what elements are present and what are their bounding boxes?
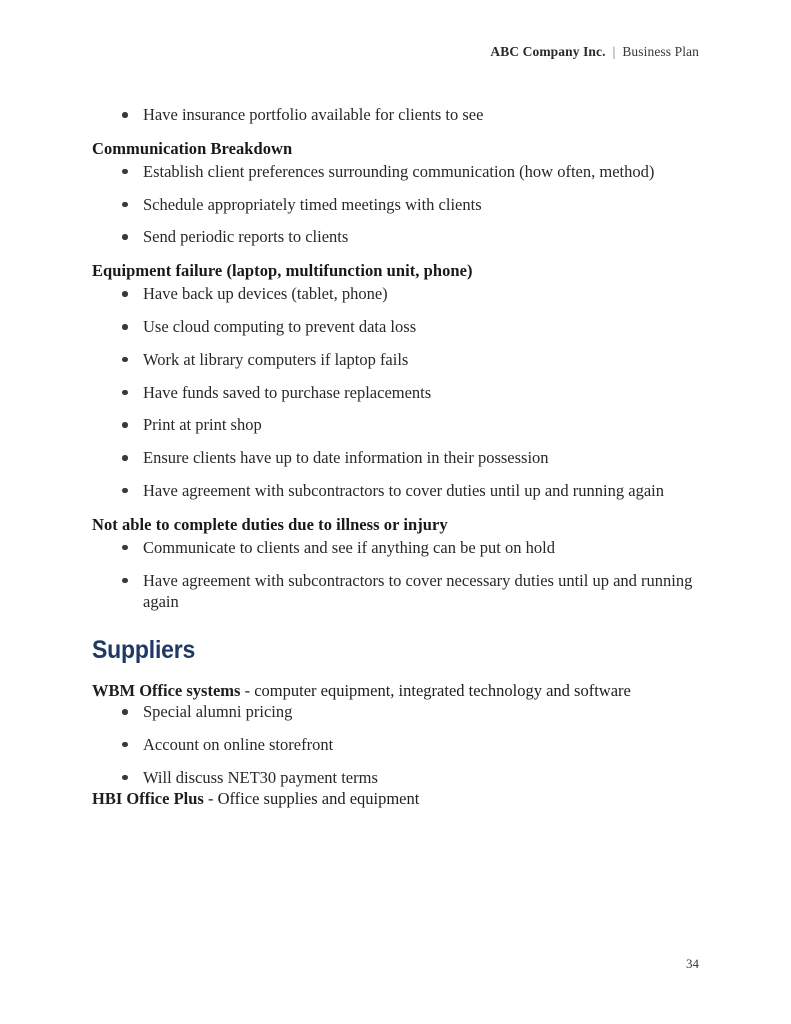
list-item: Ensure clients have up to date information in their possession (92, 447, 700, 469)
list-item: Use cloud computing to prevent data loss (92, 316, 700, 338)
subsection-heading-illness-or-injury: Not able to complete duties due to illness or injury (92, 514, 448, 534)
list-item: Have funds saved to purchase replacements (92, 382, 700, 404)
list-item: Have agreement with subcontractors to cover duties until up and running again (92, 480, 700, 502)
supplier-entry-hbi (92, 789, 700, 810)
list-item: Have back up devices (tablet, phone) (92, 283, 700, 305)
header-document-title: Business Plan (622, 44, 699, 59)
running-header (490, 44, 699, 60)
list-item: Print at print shop (92, 414, 700, 436)
list-item: Schedule appropriately timed meetings with clients (92, 194, 700, 216)
header-separator: | (612, 44, 616, 59)
subsection-heading-communication-breakdown: Communication Breakdown (92, 138, 293, 158)
list-item: Special alumni pricing (92, 701, 700, 723)
subsection-heading-equipment-failure: Equipment failure (laptop, multifunction unit, phone) (92, 261, 473, 281)
bullet-list-wbm-office-systems (92, 701, 700, 788)
intro-bullet-list (92, 104, 700, 126)
list-item: Have insurance portfolio available for clients to see (92, 104, 700, 126)
bullet-list-equipment-failure (92, 283, 700, 501)
supplier-name: WBM Office systems (92, 680, 241, 700)
bullet-list-communication-breakdown (92, 161, 700, 248)
supplier-entry-wbm (92, 681, 700, 702)
supplier-name: HBI Office Plus (92, 788, 204, 808)
list-item: Have agreement with subcontractors to cover necessary duties until up and running again (92, 570, 700, 614)
list-item: Establish client preferences surrounding communication (how often, method) (92, 161, 700, 183)
list-item: Account on online storefront (92, 734, 700, 756)
section-heading-suppliers: Suppliers (92, 636, 196, 665)
list-item: Communicate to clients and see if anything can be put on hold (92, 537, 700, 559)
supplier-description: - Office supplies and equipment (203, 788, 420, 808)
list-item: Send periodic reports to clients (92, 226, 700, 248)
page-number: 34 (686, 956, 699, 971)
bullet-list-illness-or-injury (92, 537, 700, 613)
supplier-description: - computer equipment, integrated technology and software (240, 680, 631, 700)
list-item: Will discuss NET30 payment terms (92, 767, 700, 789)
page-content (92, 104, 700, 809)
header-company-name: ABC Company Inc. (490, 44, 606, 59)
list-item: Work at library computers if laptop fails (92, 349, 700, 371)
